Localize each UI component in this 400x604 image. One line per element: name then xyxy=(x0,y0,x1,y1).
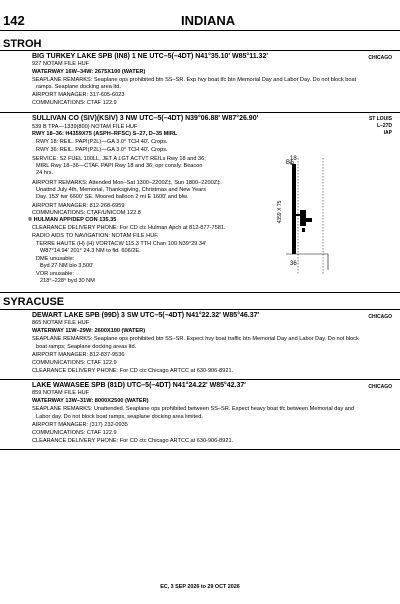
communications: COMMUNICATIONS: CTAF 122.9 xyxy=(32,430,117,436)
seaplane-remarks-cont: boat ramps; Seaplane docking areas ltd. xyxy=(36,344,137,350)
vortac: TERRE HAUTE (H) (H) VORTACW 115.3 TTH Chan 100 N39°29.34′ xyxy=(36,241,207,247)
airport-title-big-turkey: BIG TURKEY LAKE SPB (IN8) 1 NE UTC–5(–4DT) N41°35.10′ W85°11.32′ xyxy=(32,53,269,60)
airport-manager: AIRPORT MANAGER: 317-605-6023 xyxy=(32,92,125,98)
approach-control: ® HULMAN APP/DEP CON 135.35 xyxy=(28,217,117,223)
runway-18-36 xyxy=(292,164,296,254)
communications: COMMUNICATIONS: CTAF/UNICOM 122.8 xyxy=(32,210,141,216)
section-rule xyxy=(0,309,400,310)
section-rule xyxy=(0,449,400,450)
waterway: WATERWAY 13W–31W: 8000X2500 (WATER) xyxy=(32,398,149,404)
runway-label-18: 18 xyxy=(290,156,297,162)
clearance-delivery: CLEARANCE DELIVERY PHONE: For CD ctc Chicago ARTCC at 630-906-8921. xyxy=(32,438,234,444)
seaplane-remarks: SEAPLANE REMARKS: Seaplane ops prohibited btn SS–SR. Expect hvy boat traffic btn Memorial Day and Labor Day. Do not block xyxy=(32,336,359,342)
airport-remarks-cont: Day. 153′ twr 6600′ SE. Moored balloon 2 mi E 1600′ and blw. xyxy=(36,194,189,200)
section-rule xyxy=(0,379,400,380)
runway-dimension: 4359 X 75 xyxy=(277,200,283,224)
airport-remarks: AIRPORT REMARKS: Attended Mon–Sat 1300–2200Z‡, Sun 1800–2200Z‡. xyxy=(32,180,222,186)
airport-diagram xyxy=(268,150,398,282)
waterway: WATERWAY 11W–29W: 2600X100 (WATER) xyxy=(32,328,146,334)
building xyxy=(302,228,305,232)
clearance-delivery: CLEARANCE DELIVERY PHONE: For CD ctc Hulman Apch at 812-877-7581. xyxy=(32,225,226,231)
elev-notam: 865 NOTAM FILE HUF xyxy=(32,320,90,326)
region-sullivan: ST LOUIS xyxy=(368,116,392,122)
header-rule xyxy=(0,30,400,31)
region-big-turkey: CHICAGO xyxy=(368,55,392,61)
seaplane-remarks: SEAPLANE REMARKS: Seaplane ops prohibited btn SS–SR. Exp hvy boat tfc btn Memorial Day and Labor Day. Do not block boat xyxy=(32,77,357,83)
airport-title-sullivan: SULLIVAN CO (SIV)(KSIV) 3 NW UTC–5(–4DT) N39°06.88′ W87°26.90′ xyxy=(32,115,259,122)
dme-unusable-detail: Byd 27 NM blo 3,500′ xyxy=(40,263,94,269)
location-syracuse: SYRACUSE xyxy=(3,296,65,308)
radio-aids: RADIO AIDS TO NAVIGATION: NOTAM FILE HUF. xyxy=(32,233,159,239)
runway-18-info: RWY 18: REIL. PAPI(P2L)—GA 3.0° TCH 40′. Crops. xyxy=(36,139,168,145)
elev-notam: 927 NOTAM FILE HUF xyxy=(32,61,90,67)
airport-title-dewart: DEWART LAKE SPB (99D) 3 SW UTC–5(–4DT) N41°22.32′ W85°46.37′ xyxy=(32,312,260,319)
runway-info: RWY 18–36: H4359X75 (ASPH–RFSC) S–27, D–35 MIRL xyxy=(32,131,178,137)
vor-unusable-detail: 218°–228° byd 30 NM xyxy=(40,278,95,284)
airport-manager: AIRPORT MANAGER: (317) 232-0935 xyxy=(32,422,128,428)
page-number: 142 xyxy=(3,13,25,28)
seaplane-remarks-cont: ramps. Seaplane docking area ltd. xyxy=(36,84,121,90)
waterway: WATERWAY 16W–34W: 2675X100 (WATER) xyxy=(32,69,146,75)
state-title: INDIANA xyxy=(181,13,236,28)
section-rule xyxy=(0,50,400,51)
airport-manager: AIRPORT MANAGER: 812-837-9536 xyxy=(32,352,125,358)
service-cont: 24 hrs. xyxy=(36,170,54,176)
seaplane-remarks: SEAPLANE REMARKS: Unattended. Seaplane ops prohibited between SS–SR. Expect heavy boat tfc between Memorial day and xyxy=(32,406,355,412)
service-cont: MIRL Rwy 18–36—CTAF. PAPI Rwy 18 and 36; opr consly. Beacon xyxy=(36,163,203,169)
effective-dates: EC, 3 SEP 2026 to 29 OCT 2026 xyxy=(160,584,240,590)
chart-ref: L–27D xyxy=(376,123,392,129)
communications: COMMUNICATIONS: CTAF 122.9 xyxy=(32,100,117,106)
label-b1: B1 xyxy=(286,160,294,166)
iap-ref: IAP xyxy=(383,130,392,136)
vor-unusable: VOR unusable: xyxy=(36,271,74,277)
region-dewart: CHICAGO xyxy=(368,314,392,320)
service: SERVICE: S2 FUEL 100LL, JET A LGT ACTVT REILs Rwy 18 and 36; xyxy=(32,156,206,162)
airport-manager: AIRPORT MANAGER: 812-268-6959 xyxy=(32,203,125,209)
runway-36-info: RWY 36: REIL. PAPI(P2L)—GA 3.0° TCH 40′. Crops. xyxy=(36,147,168,153)
location-stroh: STROH xyxy=(3,38,42,50)
region-wawasee: CHICAGO xyxy=(368,384,392,390)
airport-remarks-cont: Unattnd July 4th, Memorial, Thanksgiving, Christmas and New Years xyxy=(36,187,206,193)
seaplane-remarks-cont: Labor day. Do not block boat ramps, seaplane docking area limited. xyxy=(36,414,203,420)
hangar xyxy=(306,218,312,222)
apron xyxy=(300,210,306,226)
runway-label-36: 36 xyxy=(290,261,297,267)
section-rule xyxy=(0,112,400,113)
elev-notam: 859 NOTAM FILE HUF xyxy=(32,390,90,396)
elev-notam: 539 B TPA—1339(800) NOTAM FILE HUF xyxy=(32,124,138,130)
clearance-delivery: CLEARANCE DELIVERY PHONE: For CD ctc Chicago ARTCC at 630-906-8921. xyxy=(32,368,234,374)
dme-unusable: DME unusable: xyxy=(36,256,75,262)
airport-title-wawasee: LAKE WAWASEE SPB (81D) UTC–5(–4DT) N41°24.22′ W85°42.37′ xyxy=(32,382,246,389)
section-rule xyxy=(0,292,400,293)
vortac-cont: W87°14.94′ 201° 24.3 NM to fld. 606/2E. xyxy=(40,248,141,254)
communications: COMMUNICATIONS: CTAF 122.9 xyxy=(32,360,117,366)
